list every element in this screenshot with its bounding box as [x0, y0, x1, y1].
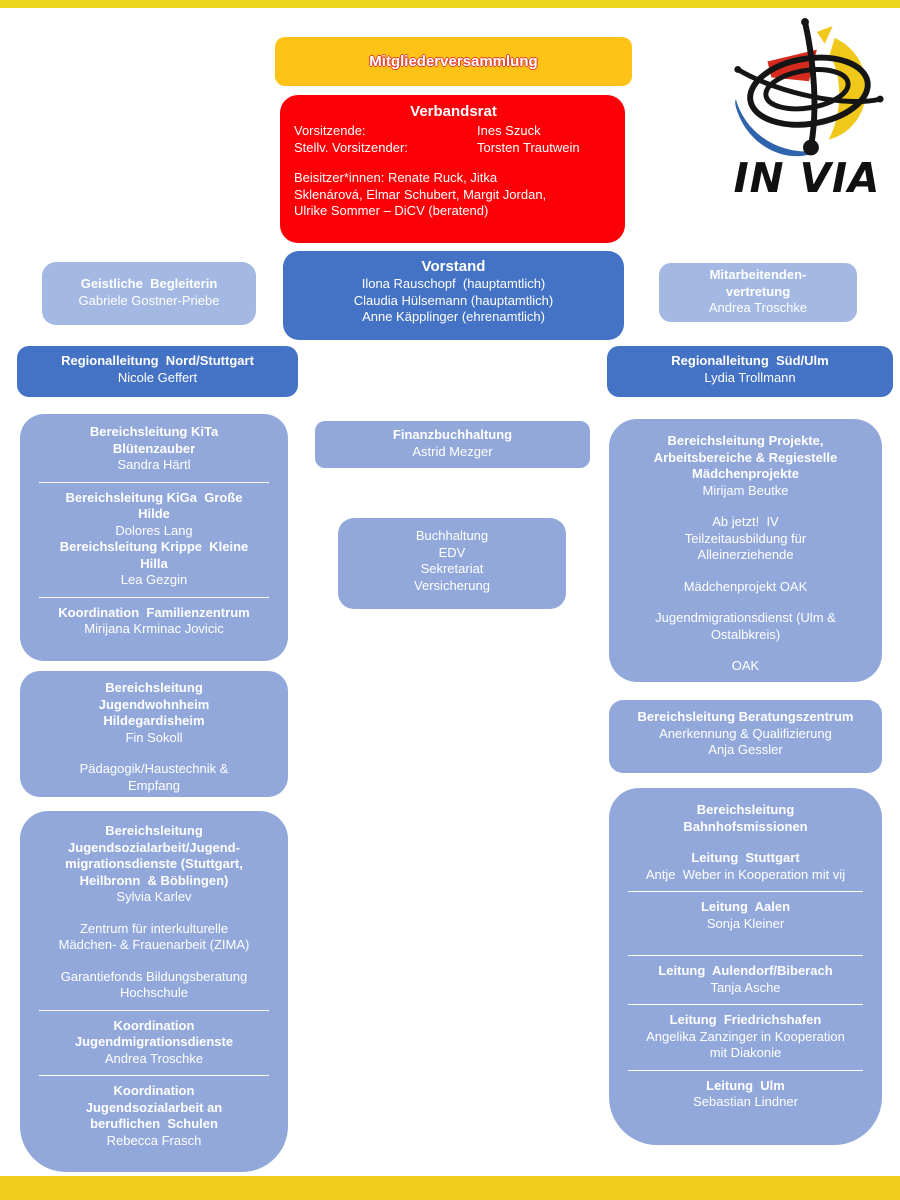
divider-line — [39, 482, 269, 483]
verbandsrat-content — [294, 122, 613, 220]
jugendwohnheim-content — [20, 680, 288, 794]
text-line: Fin Sokoll — [125, 729, 183, 745]
row-value: Torsten Trautwein — [477, 140, 580, 155]
text-line: Claudia Hülsemann (hauptamtlich) — [353, 292, 554, 308]
text-line: Koordination Familienzentrum — [58, 604, 250, 620]
spacer — [609, 499, 882, 514]
text-line: Leitung Stuttgart — [691, 850, 800, 865]
spacer — [294, 156, 613, 170]
text-line: Leitung Aalen — [700, 899, 791, 914]
text-line: Jugendmigrationsdienste — [74, 1034, 234, 1049]
row-label: Stellv. Vorsitzender: — [294, 140, 408, 155]
text-line: vertretung — [725, 283, 791, 299]
text-line: Empfang — [127, 777, 181, 793]
bereichsleitung-beratungszentrum-box — [609, 700, 882, 773]
text-line: Sandra Härtl — [117, 457, 191, 472]
divider-line — [628, 955, 863, 956]
spacer — [609, 643, 882, 658]
text-line: Buchhaltung — [415, 528, 489, 543]
text-line: Bereichsleitung KiTa — [89, 424, 219, 439]
text-line: OAK — [731, 658, 760, 673]
label-value-row — [294, 122, 613, 139]
text-line: Heilbronn & Böblingen) — [79, 872, 229, 888]
regionalleitung-nord-box — [17, 346, 298, 397]
text-line: Bereichsleitung Krippe Kleine — [59, 539, 249, 554]
logo-yellow-top — [817, 26, 833, 44]
geistliche-begleiterin-box — [42, 262, 256, 325]
text-line: Alleinerziehende — [697, 547, 794, 562]
row-label: Vorsitzende: — [294, 123, 366, 138]
text-line: Arbeitsbereiche & Regiestelle — [653, 449, 838, 465]
text-line: Garantiefonds Bildungsberatung — [60, 968, 248, 984]
text-line: Koordination — [113, 1083, 195, 1098]
regionalleitung-sued-content — [607, 353, 893, 386]
geistliche-content — [42, 276, 256, 309]
text-line: Lea Gezgin — [120, 572, 188, 587]
text-line: Rebecca Frasch — [106, 1132, 202, 1148]
text-line: Sklenárová, Elmar Schubert, Margit Jordan, — [294, 186, 547, 202]
divider-line — [628, 891, 863, 892]
text-line: Leitung Friedrichshafen — [669, 1012, 822, 1027]
mitgliederversammlung-box — [275, 37, 632, 86]
text-line: Mädchen- & Frauenarbeit (ZIMA) — [58, 937, 250, 952]
text-line: Bahnhofsmissionen — [683, 818, 808, 834]
logo-axis-line — [805, 22, 814, 147]
text-line: EDV — [438, 544, 466, 560]
spacer — [609, 595, 882, 610]
text-line: Ostalbkreis) — [710, 626, 781, 642]
text-line: Ulrike Sommer – DiCV (beratend) — [294, 203, 489, 218]
divider-line — [39, 597, 269, 598]
regionalleitung-sued-box — [607, 346, 893, 397]
bahnhofsmissionen-content — [609, 802, 882, 1111]
text-line: Versicherung — [414, 577, 490, 593]
text-line: Mirijam Beutke — [702, 482, 789, 498]
regionalleitung-nord-content — [17, 353, 298, 386]
text-line: Sonja Kleiner — [706, 915, 785, 931]
divider-line — [39, 1075, 269, 1076]
text-line: Astrid Mezger — [412, 443, 493, 459]
text-line: Geistliche Begleiterin — [80, 276, 218, 291]
spacer — [609, 932, 882, 947]
kita-content — [20, 424, 288, 638]
text-line: Gabriele Gostner-Priebe — [78, 292, 220, 308]
text-line: Beisitzer*innen: Renate Ruck, Jitka — [294, 170, 498, 185]
text-line: Mitarbeitenden- — [709, 267, 807, 282]
top-yellow-bar — [0, 0, 900, 8]
bereichsleitung-jugendwohnheim-box — [20, 671, 288, 797]
text-line: Bereichsleitung — [105, 823, 203, 838]
label-value-row — [294, 139, 613, 156]
text-line: Ilona Rauschopf (hauptamtlich) — [361, 276, 546, 291]
text-line: Anne Käpplinger (ehrenamtlich) — [362, 309, 545, 324]
bereichsleitung-kita-box — [20, 414, 288, 661]
bereichsleitung-bahnhofsmissionen-box — [609, 788, 882, 1145]
jugendsozialarbeit-content — [20, 823, 288, 1149]
spacer — [20, 954, 288, 969]
mitarbeitenden-content — [659, 267, 857, 317]
buchhaltung-box — [338, 518, 566, 609]
logo-line-end-right — [877, 96, 884, 103]
text-line: Bereichsleitung Beratungszentrum — [637, 709, 854, 724]
text-line: Anja Gessler — [708, 742, 783, 757]
text-line: Regionalleitung Nord/Stuttgart — [61, 353, 254, 368]
text-line: Lydia Trollmann — [704, 369, 796, 385]
projekte-content — [609, 433, 882, 675]
divider-line — [628, 1070, 863, 1071]
bottom-yellow-bar — [0, 1176, 900, 1200]
text-line: Anerkennung & Qualifizierung — [659, 725, 832, 741]
text-line: Nicole Geffert — [117, 369, 198, 385]
text-line: Hilde — [138, 506, 170, 521]
text-line: mit Diakonie — [709, 1045, 782, 1060]
row-value: Ines Szuck — [477, 123, 541, 138]
text-line: Sylvia Karlev — [116, 889, 192, 904]
mitarbeitendenvertretung-box — [659, 263, 857, 322]
spacer — [609, 564, 882, 579]
buchhaltung-content — [338, 528, 566, 594]
text-line: Mädchenprojekt OAK — [683, 578, 808, 594]
finanzbuchhaltung-box — [315, 421, 590, 468]
text-line: Bereichsleitung — [105, 680, 203, 695]
text-line: Mädchenprojekte — [692, 466, 799, 481]
vorstand-title: Vorstand — [421, 258, 486, 275]
text-line: Tanja Asche — [710, 979, 781, 995]
text-line: Jugendmigrationsdienst (Ulm & — [655, 610, 836, 625]
spacer — [20, 746, 288, 761]
bereichsleitung-projekte-box — [609, 419, 882, 682]
vorstand-box — [283, 251, 624, 340]
text-line: Hochschule — [120, 985, 188, 1000]
verbandsrat-box — [280, 95, 625, 243]
text-line: Pädagogik/Haustechnik & — [79, 761, 229, 776]
text-line: Zentrum für interkulturelle — [79, 920, 229, 936]
text-line: Jugendsozialarbeit an — [85, 1099, 223, 1115]
text-line: Mirijana Krminac Jovicic — [84, 621, 224, 636]
text-line: Sekretariat — [420, 561, 484, 576]
text-line: Angelika Zanzinger in Kooperation — [646, 1028, 845, 1044]
spacer — [20, 906, 288, 921]
logo-axis-top-dot — [801, 18, 809, 26]
text-line: Sebastian Lindner — [693, 1094, 798, 1109]
text-line: Jugendwohnheim — [98, 696, 210, 712]
text-line: Hildegardisheim — [103, 713, 205, 728]
divider-line — [39, 1010, 269, 1011]
text-line: Regionalleitung Süd/Ulm — [671, 353, 829, 368]
beratungszentrum-content — [609, 709, 882, 759]
spacer — [609, 835, 882, 850]
text-line: Ab jetzt! IV — [712, 514, 779, 529]
text-line: Dolores Lang — [115, 522, 193, 538]
text-line: beruflichen Schulen — [90, 1116, 218, 1131]
text-line: Blütenzauber — [112, 440, 196, 456]
text-line: Bereichsleitung Projekte, — [667, 433, 824, 448]
logo-wordmark: IN VIA — [733, 153, 881, 202]
vorstand-content — [283, 276, 624, 326]
text-line: Hilla — [140, 555, 168, 571]
text-line: Leitung Ulm — [706, 1077, 785, 1093]
text-line: Bereichsleitung — [696, 802, 795, 817]
text-line: migrationsdienste (Stuttgart, — [65, 856, 243, 871]
text-line: Bereichsleitung KiGa Große — [65, 489, 243, 505]
text-line: Andrea Troschke — [708, 300, 808, 315]
text-line: Antje Weber in Kooperation mit vij — [645, 866, 846, 882]
text-line: Jugendsozialarbeit/Jugend- — [68, 839, 240, 855]
verbandsrat-title: Verbandsrat — [410, 103, 497, 120]
text-line: Andrea Troschke — [104, 1050, 204, 1066]
finanzbuchhaltung-content — [315, 427, 590, 460]
logo-line-end-left — [734, 66, 741, 73]
text-line: Finanzbuchhaltung — [392, 427, 513, 442]
text-line: Teilzeitausbildung für — [684, 530, 807, 546]
invia-logo-graphic — [722, 10, 890, 203]
text-line: Koordination — [113, 1017, 195, 1033]
invia-logo — [722, 10, 890, 202]
mitgliederversammlung-title: Mitgliederversammlung — [369, 53, 538, 70]
bereichsleitung-jugendsozialarbeit-box — [20, 811, 288, 1172]
text-line: Leitung Aulendorf/Biberach — [658, 963, 833, 978]
divider-line — [628, 1004, 863, 1005]
